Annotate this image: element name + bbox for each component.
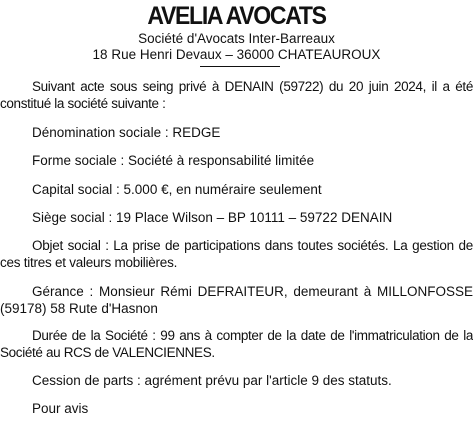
paragraph-constitution (0, 78, 473, 112)
paragraph-text: Suivant acte sous seing privé à DENAIN (59722) du 20 juin 2024, il a été constitué la société suivante : (0, 79, 473, 111)
paragraph-objet (0, 237, 473, 271)
paragraph-text: Durée de la Société : 99 ans à compter de la date de l'immatriculation de la Société au RCS de VALENCIENNES. (0, 328, 473, 360)
paragraph-text: Dénomination sociale : REDGE (32, 125, 221, 140)
firm-address: 18 Rue Henri Devaux – 36000 CHATEAUROUX (92, 47, 381, 62)
paragraph-forme-sociale (0, 152, 473, 169)
paragraph-text: Cession de parts : agrément prévu par l'article 9 des statuts. (32, 373, 392, 388)
paragraph-siege (0, 209, 473, 226)
firm-subtitle: Société d'Avocats Inter-Barreaux (138, 31, 335, 46)
paragraph-duree (0, 327, 473, 361)
paragraph-text: Objet social : La prise de participations dans toutes sociétés. La gestion de ces titres et valeurs mobilières. (0, 238, 473, 270)
paragraph-pour-avis (0, 400, 473, 417)
paragraph-capital (0, 181, 473, 198)
paragraph-text: Pour avis (32, 401, 89, 416)
paragraph-denomination (0, 124, 473, 141)
paragraph-gerance (0, 283, 473, 317)
firm-title: AVELIA AVOCATS (147, 2, 326, 30)
paragraph-text: Capital social : 5.000 €, en numéraire seulement (32, 182, 322, 197)
paragraph-text: Forme sociale : Société à responsabilité limitée (32, 153, 315, 168)
paragraph-text: Gérance : Monsieur Rémi DEFRAITEUR, demeurant à MILLONFOSSE (59178) 58 Rute d'Hasnon (0, 284, 473, 316)
header-divider (200, 66, 280, 67)
paragraph-cession (0, 372, 473, 389)
paragraph-text: Siège social : 19 Place Wilson – BP 10111 – 59722 DENAIN (32, 210, 393, 225)
